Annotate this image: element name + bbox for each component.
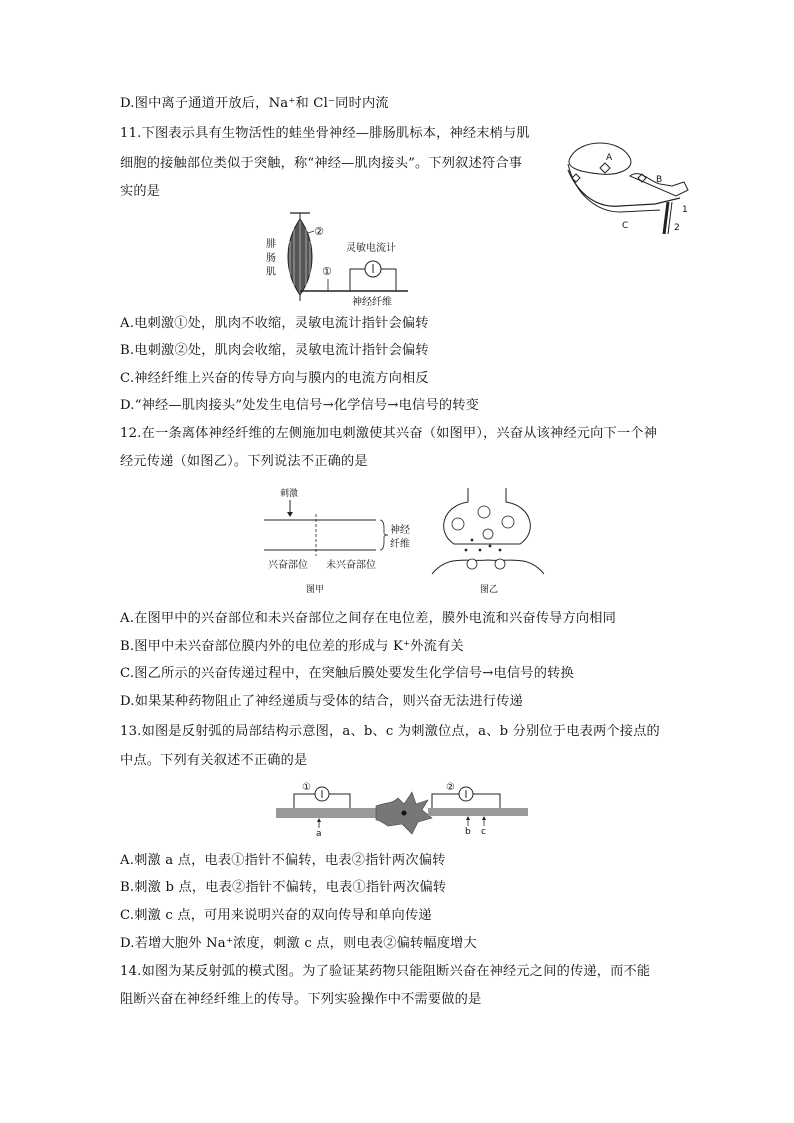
question-11-line-2: 细胞的接触部位类似于突触，称“神经—肌肉接头”。下列叙述符合事 bbox=[120, 156, 523, 171]
option-12d: D.如果某种药物阻止了神经递质与受体的结合，则兴奋无法进行传递 bbox=[120, 694, 523, 709]
galvanometer-label: 灵敏电流计 bbox=[346, 243, 396, 254]
option-11d: D.“神经—肌肉接头”处发生电信号→化学信号→电信号的转变 bbox=[120, 398, 479, 413]
question-13-line-2: 中点。下列有关叙述不正确的是 bbox=[120, 753, 308, 768]
muscle-label-3: 肌 bbox=[266, 267, 276, 278]
figure-jia-caption: 图甲 bbox=[306, 585, 325, 595]
stimulus-label: 刺激 bbox=[280, 489, 299, 499]
question-12-line-2: 经元传递（如图乙）。下列说法不正确的是 bbox=[120, 454, 368, 469]
point-1: ① bbox=[322, 265, 332, 278]
muscle-label-2: 肠 bbox=[266, 253, 276, 264]
label-1: 1 bbox=[682, 205, 688, 215]
figure-yi-caption: 图乙 bbox=[480, 585, 499, 595]
label-b: B bbox=[656, 175, 663, 185]
label-2: 2 bbox=[674, 223, 680, 233]
question-12-line-1: 12.在一条离体神经纤维的左侧施加电刺激使其兴奋（如图甲），兴奋从该神经元向下一个神 bbox=[120, 426, 658, 441]
muscle-galvanometer-diagram bbox=[262, 207, 412, 307]
option-11a: A.电刺激①处，肌肉不收缩，灵敏电流计指针会偏转 bbox=[120, 316, 429, 331]
muscle-label-1: 腓 bbox=[266, 239, 276, 250]
point-a: a bbox=[316, 829, 322, 838]
option-13c: C.刺激 c 点，可用来说明兴奋的双向传导和单向传递 bbox=[120, 908, 432, 923]
question-13-line-1: 13.如图是反射弧的局部结构示意图，a、b、c 为刺激位点，a、b 分别位于电表两个接点的 bbox=[120, 724, 660, 739]
excited-label: 兴奋部位 bbox=[268, 560, 308, 571]
option-10d: D.图中离子通道开放后，Na⁺和 Cl⁻同时内流 bbox=[120, 96, 389, 111]
option-11b: B.电刺激②处，肌肉会收缩，灵敏电流计指针会偏转 bbox=[120, 343, 429, 358]
label-c: C bbox=[622, 221, 629, 231]
meter-2: ② bbox=[446, 782, 455, 793]
meter-1: ① bbox=[302, 782, 311, 793]
fiber-label: 神经纤维 bbox=[352, 297, 392, 307]
fiber-label-1: 神经 bbox=[390, 525, 410, 536]
question-14-line-2: 阻断兴奋在神经纤维上的传导。下列实验操作中不需要做的是 bbox=[120, 992, 482, 1007]
point-b: b bbox=[465, 827, 471, 837]
question-14-line-1: 14.如图为某反射弧的模式图。为了验证某药物只能阻断兴奋在神经元之间的传递，而不能 bbox=[120, 964, 651, 979]
point-2: ② bbox=[314, 225, 324, 238]
option-13d: D.若增大胞外 Na⁺浓度，刺激 c 点，则电表②偏转幅度增大 bbox=[120, 936, 477, 951]
unexcited-label: 未兴奋部位 bbox=[326, 560, 376, 571]
option-12c: C.图乙所示的兴奋传递过程中，在突触后膜处要发生化学信号→电信号的转换 bbox=[120, 666, 574, 681]
reflex-arc-meters bbox=[272, 778, 532, 838]
figure-yi bbox=[428, 484, 548, 602]
reflex-arc-sketch bbox=[560, 138, 700, 238]
option-12a: A.在图甲中的兴奋部位和未兴奋部位之间存在电位差，膜外电流和兴奋传导方向相同 bbox=[120, 611, 617, 626]
question-11-line-3: 实的是 bbox=[120, 184, 161, 199]
point-c: c bbox=[481, 827, 486, 837]
option-12b: B.图甲中未兴奋部位膜内外的电位差的形成与 K⁺外流有关 bbox=[120, 639, 464, 654]
option-11c: C.神经纤维上兴奋的传导方向与膜内的电流方向相反 bbox=[120, 371, 429, 386]
label-a: A bbox=[606, 153, 613, 163]
option-13b: B.刺激 b 点，电表②指针不偏转，电表①指针两次偏转 bbox=[120, 880, 447, 895]
fiber-label-2: 纤维 bbox=[390, 539, 410, 550]
option-13a: A.刺激 a 点，电表①指针不偏转，电表②指针两次偏转 bbox=[120, 853, 446, 868]
question-11-line-1: 11.下图表示具有生物活性的蛙坐骨神经—腓肠肌标本，神经末梢与肌 bbox=[120, 126, 530, 141]
